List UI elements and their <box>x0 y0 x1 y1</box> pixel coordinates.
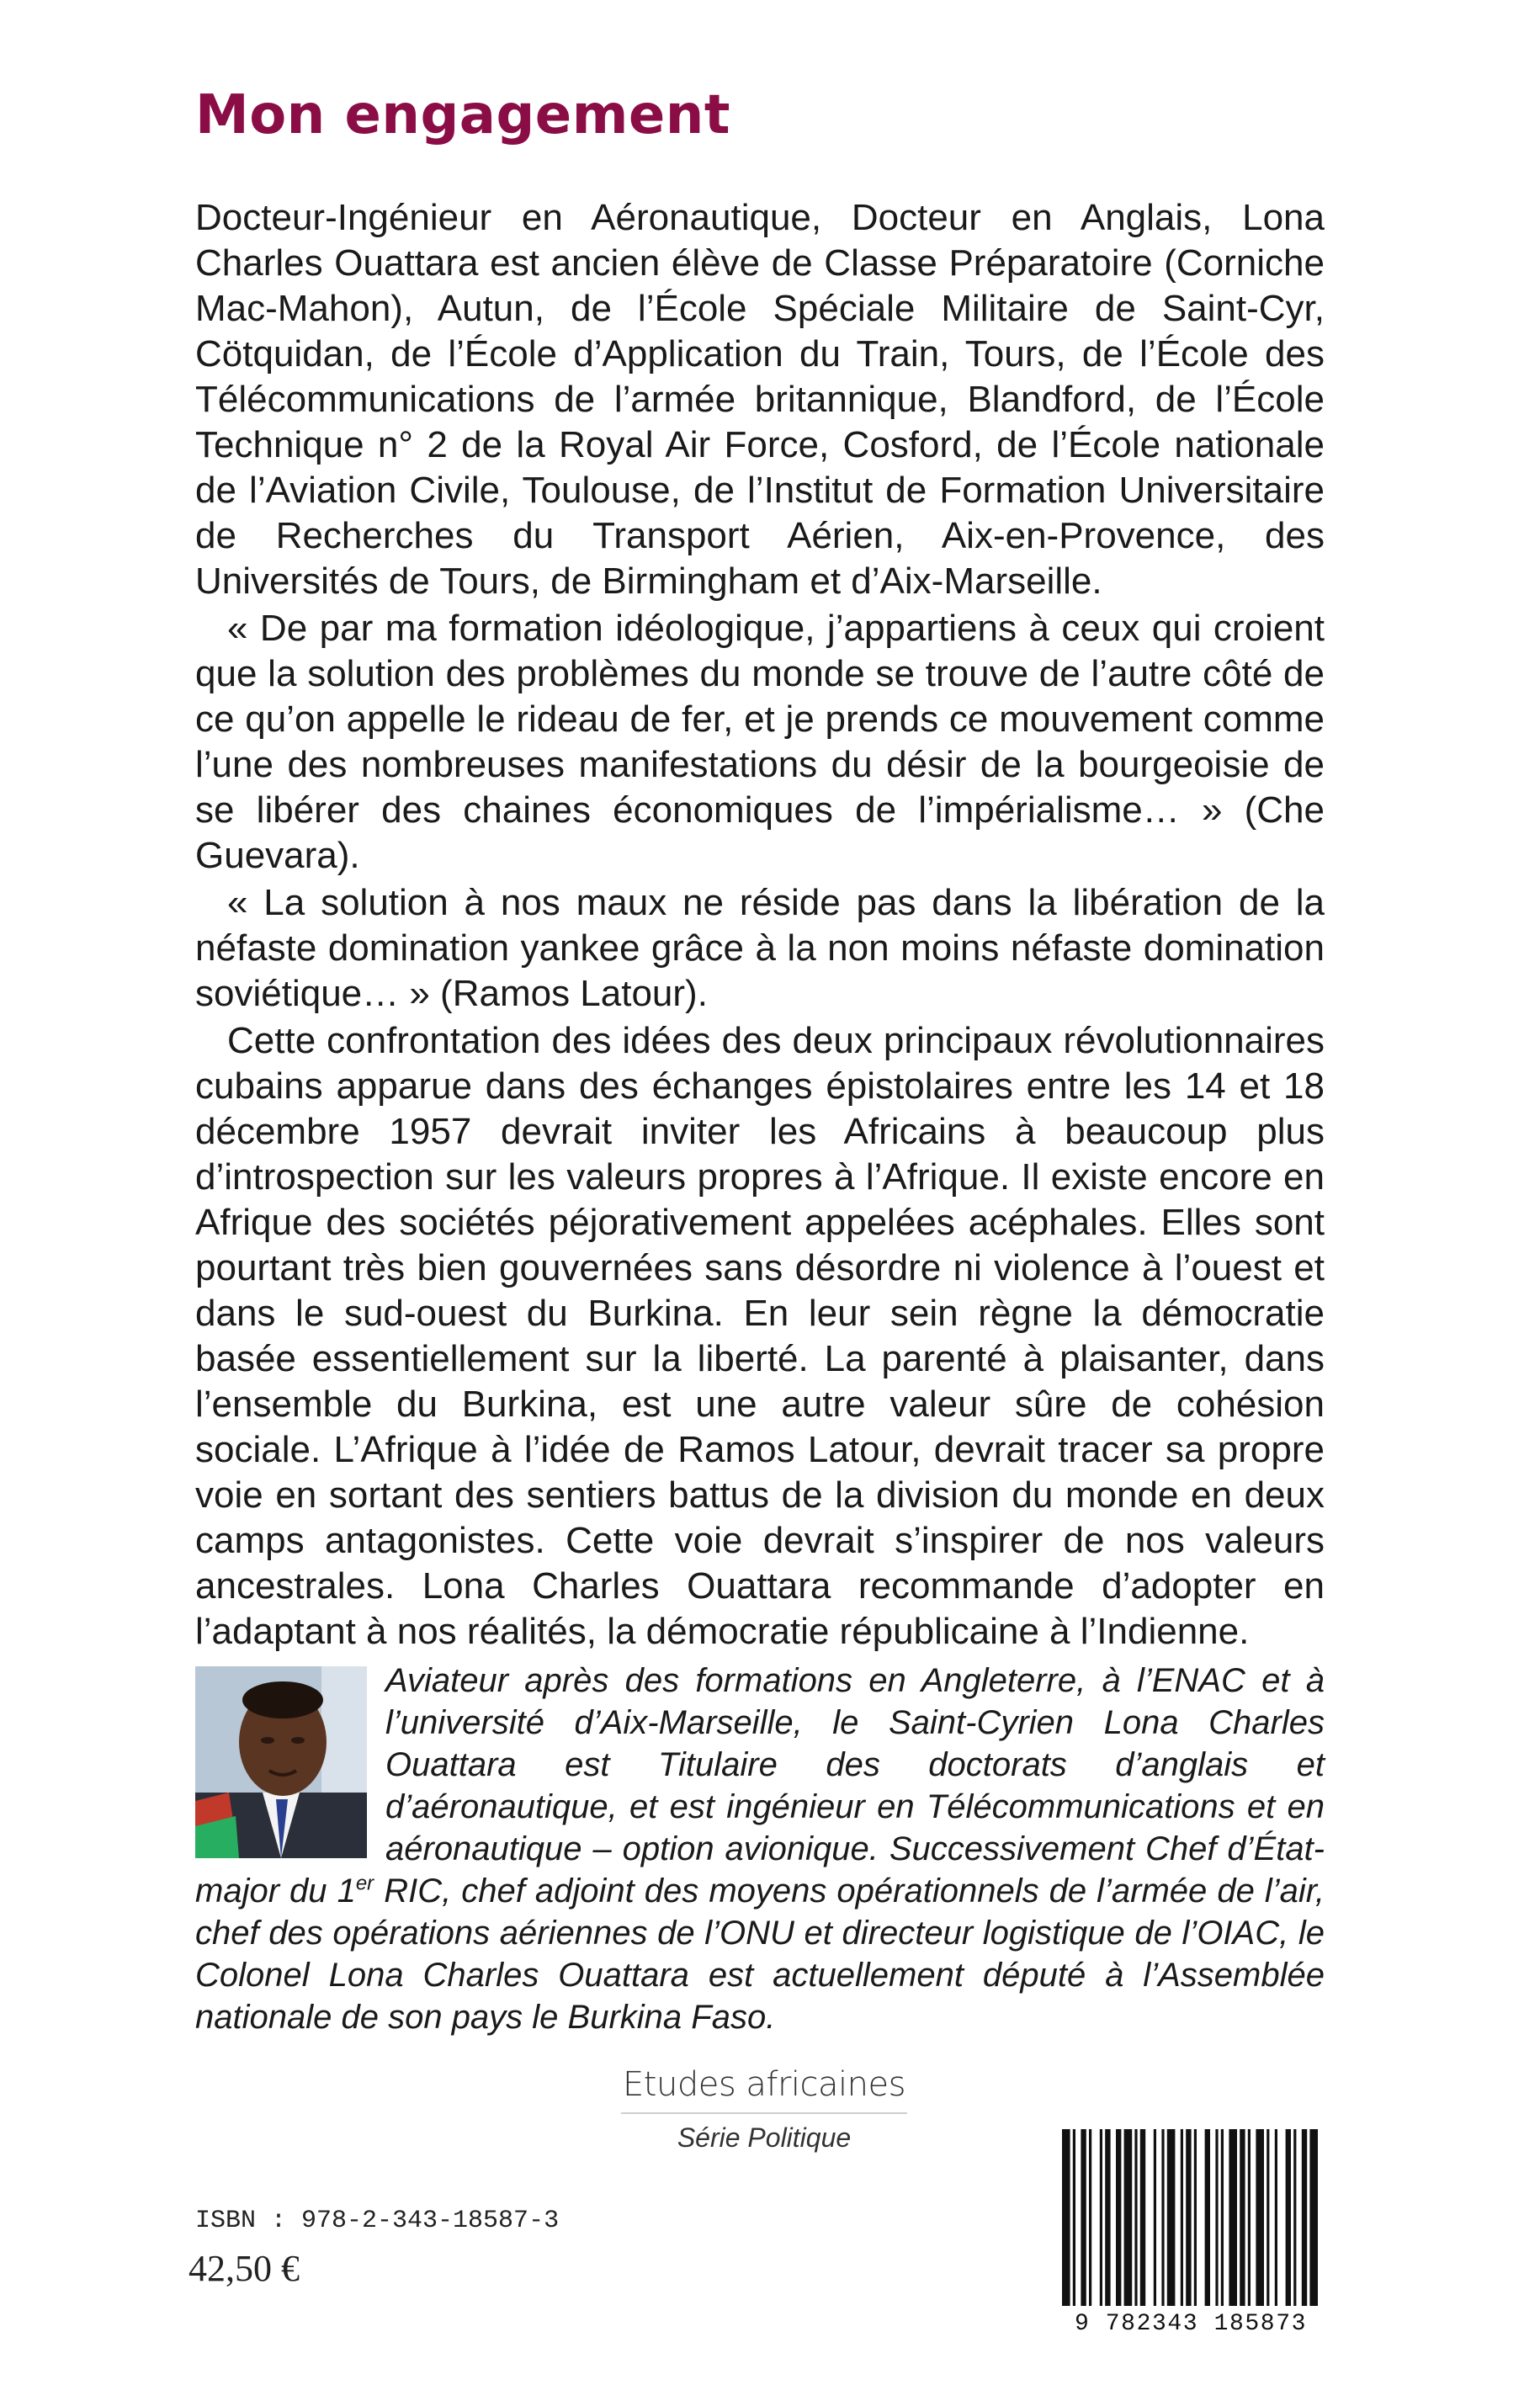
series-name: Etudes africaines <box>623 2065 905 2104</box>
barcode <box>1057 2129 1325 2335</box>
series-divider <box>621 2112 907 2114</box>
barcode-digits: 9 782343 185873 <box>1074 2311 1308 2337</box>
bio-text-part2: RIC, chef adjoint des moyens opérationnels de l’armée de l’air, chef des opérations aériennes de l’ONU et directeur logistique de l’OIAC, le Colonel Lona Charles Ouattara est actuellement député à l’Assemblée nationale de son pays le Burkina Faso. <box>195 1872 1325 2036</box>
series-block <box>621 2064 907 2154</box>
paragraph-4: Cette confrontation des idées des deux principaux révolutionnaires cubains apparue dans des échanges épistolaires entre les 14 et 18 décembre 1957 devrait inviter les Africains à beaucoup plus d’introspection sur les valeurs propres à l’Afrique. Il existe encore en Afrique des sociétés péjorativement appelées acéphales. Elles sont pourtant très bien gouvernées sans désordre ni violence à l’ouest et dans le sud-ouest du Burkina. En leur sein règne la démocratie basée essentiellement sur la liberté. La parenté à plaisanter, dans l’ensemble du Burkina, est une autre valeur sûre de cohésion sociale. L’Afrique à l’idée de Ramos Latour, devrait tracer sa propre voie en sortant des sentiers battus de la division du monde en deux camps antagonistes. Cette voie devrait s’inspirer de nos valeurs ancestrales. Lona Charles Ouattara recommande d’adopter en l’adaptant à nos réalités, la démocratie républicaine à l’Indienne. <box>195 1020 1325 1652</box>
author-bio <box>195 1660 1325 2038</box>
author-portrait <box>195 1666 367 1858</box>
isbn: ISBN : 978-2-343-18587-3 <box>195 2207 560 2235</box>
page-title: Mon engagement <box>195 84 730 146</box>
bio-text-part1: Aviateur après des formations en Angleterre, à l’ENAC et à l’université d’Aix-Marseille, le Saint-Cyrien Lona Charles Ouattara est Titulaire des doctorats d’anglais et d’aéronautique, et est ingénieur en Télécommunications et en aéronautique – option avionique. Successivement Chef d’État-major du 1 <box>195 1662 1325 1910</box>
paragraph-2: « De par ma formation idéologique, j’appartiens à ceux qui croient que la solution des problèmes du monde se trouve de l’autre côté de ce qu’on appelle le rideau de fer, et je prends ce mouvement comme l’une des nombreuses manifestations du désir de la bourgeoisie de se libérer des chaines économiques de l’impérialisme… » (Che Guevara). <box>195 608 1325 876</box>
bio-superscript: er <box>355 1872 374 1895</box>
paragraph-3: « La solution à nos maux ne réside pas dans la libération de la néfaste domination yankee grâce à la non moins néfaste domination soviétique… » (Ramos Latour). <box>195 882 1325 1014</box>
barcode-bars-icon <box>1057 2129 1325 2309</box>
series-subtitle: Série Politique <box>677 2122 852 2153</box>
paragraph-1: Docteur-Ingénieur en Aéronautique, Docteur en Anglais, Lona Charles Ouattara est ancien élève de Classe Préparatoire (Corniche Mac-Mahon), Autun, de l’École Spéciale Militaire de Saint-Cyr, Cötquidan, de l’École d’Application du Train, Tours, de l’École des Télécommunications de l’armée britannique, Blandford, de l’École Technique n° 2 de la Royal Air Force, Cosford, de l’École nationale de l’Aviation Civile, Toulouse, de l’Institut de Formation Universitaire de Recherches du Transport Aérien, Aix-en-Provence, des Universités de Tours, de Birmingham et d’Aix-Marseille. <box>195 197 1325 602</box>
body-text <box>195 195 1325 1655</box>
price: 42,50 € <box>189 2248 300 2289</box>
